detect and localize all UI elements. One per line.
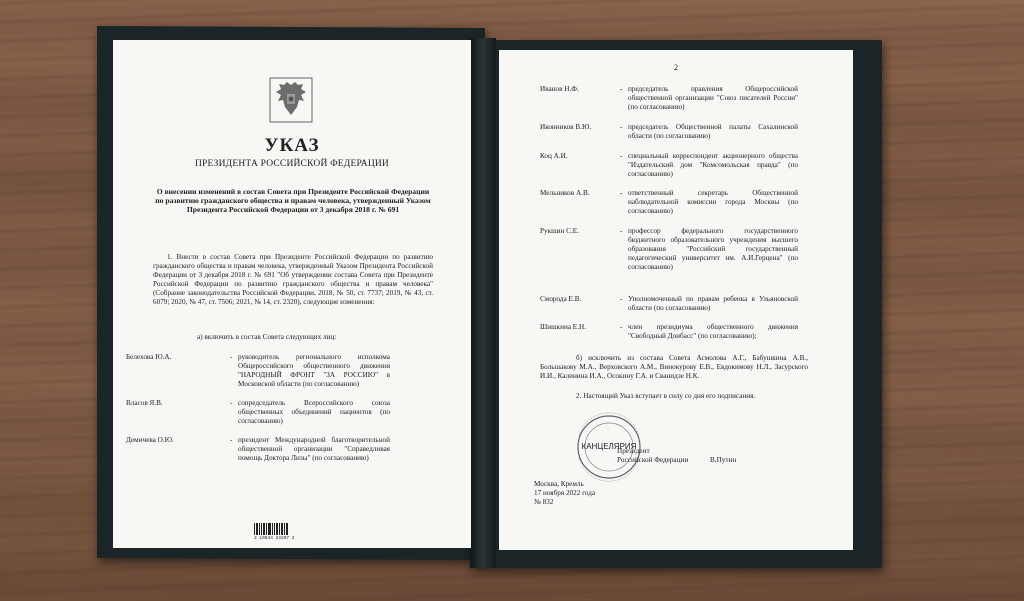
entry-dash: -	[230, 436, 233, 444]
signing-place: Москва, Кремль	[534, 480, 584, 488]
entry-description: член президиума общественного движения "Свободный Донбасс" (по согласованию);	[628, 323, 798, 340]
page-number: 2	[674, 63, 678, 72]
entry-dash: -	[620, 85, 623, 93]
signing-date: 17 ноября 2022 года	[534, 489, 596, 497]
decree-subject: О внесении изменений в состав Совета при Президенте Российской Федерации по развитию гражданского общества и правам человека, утвержденный Указом Президента Российской Федерации от 3 декабря 2018 г. № 691	[155, 187, 431, 215]
signature-name: В.Путин	[710, 456, 737, 464]
entry-description: президент Международной благотворительной общественной организации "Справедливая помощь Доктора Лизы" (по согласованию)	[238, 436, 390, 462]
entry-name: Рукшин С.Е.	[540, 227, 579, 235]
stamp-label: КАНЦЕЛЯРИЯ	[581, 442, 637, 451]
entry-description: сопредседатель Всероссийского союза общественных объединений пациентов (по согласованию)	[238, 399, 390, 425]
entry-dash: -	[620, 227, 623, 235]
entry-description: ответственный секретарь Общественной наблюдательной комиссии города Москвы (по согласованию)	[628, 189, 798, 215]
entry-dash: -	[620, 323, 623, 331]
decree-number: № 832	[534, 498, 554, 506]
entry-name: Демичева О.Ю.	[126, 436, 174, 444]
signature-role-line2: Российской Федерации	[617, 456, 689, 464]
entry-description: профессор федерального государственного бюджетного образовательного учреждения высшего образования "Российский государственный педагогический университет им. А.И.Герцена" (по согласованию)	[628, 227, 798, 271]
entry-name: Иконников В.Ю.	[540, 123, 592, 131]
entry-name: Иванов Н.Ф.	[540, 85, 579, 93]
entry-dash: -	[620, 189, 623, 197]
barcode-icon	[254, 523, 288, 535]
item-b: б) исключить из состава Совета Асмолова А.Г., Бабушкина А.В., Большакову М.А., Верховского А.М., Винокурову Е.В., Евдокимову Н.Л., Засурского И.И., Калинина И.А., Осокину Г.А. и Сванидзе Н.К.	[540, 354, 808, 380]
entry-name: Мельников А.В.	[540, 189, 590, 197]
page-subtitle: ПРЕЗИДЕНТА РОССИЙСКОЙ ФЕДЕРАЦИИ	[195, 159, 389, 169]
paragraph-2: 2. Настоящий Указ вступает в силу со дня его подписания.	[576, 392, 756, 400]
entry-dash: -	[620, 123, 623, 131]
entry-description: специальный корреспондент акционерного общества "Издательский дом "Комсомольская правда" (по согласованию)	[628, 152, 798, 178]
signature-role-line1: Президент	[617, 447, 650, 455]
barcode-number: 2 10044 24207 2	[254, 536, 295, 541]
paragraph-1: 1. Внести в состав Совета при Президенте Российской Федерации по развитию гражданского общества и правам человека, утвержденный Указом Президента Российской Федерации от 3 декабря 2018 г. № 691 "Об утверждении состава Совета при Президенте Российской Федерации по развитию гражданского общества и правам человека" (Собрание законодательства Российской Федерации, 2018, № 50, ст. 7737; 2019, № 43, ст. 6079; 2020, № 47, ст. 7506; 2021, № 14, ст. 2320), следующие изменения:	[153, 253, 433, 306]
entry-dash: -	[230, 399, 233, 407]
entry-dash: -	[230, 353, 233, 361]
folder-spine	[470, 38, 496, 568]
entry-name: Смородa Е.В.	[540, 295, 582, 303]
entry-description: руководитель регионального исполкома Общероссийского общественного движения "НАРОДНЫЙ ФРОНТ "ЗА РОССИЮ" в Московской области (по согласованию)	[238, 353, 390, 388]
page-title: УКАЗ	[264, 135, 320, 156]
coat-of-arms-icon	[269, 77, 313, 123]
item-a: а) включить в состав Совета следующих лиц:	[197, 333, 337, 341]
entry-description: председатель Общественной палаты Сахалинской области (по согласованию)	[628, 123, 798, 140]
entry-name: Власов Я.В.	[126, 399, 163, 407]
document-page-2	[499, 50, 853, 550]
entry-description: Уполномоченный по правам ребенка в Ульяновской области (по согласованию)	[628, 295, 798, 312]
entry-description: председатель правления Общероссийской общественной организации "Союз писателей России" (по согласованию)	[628, 85, 798, 111]
entry-name: Коц А.И.	[540, 152, 568, 160]
document-page-1	[113, 40, 471, 548]
entry-dash: -	[620, 152, 623, 160]
entry-name: Белехова Ю.А.	[126, 353, 172, 361]
entry-dash: -	[620, 295, 623, 303]
entry-name: Шишкина Е.Н.	[540, 323, 586, 331]
